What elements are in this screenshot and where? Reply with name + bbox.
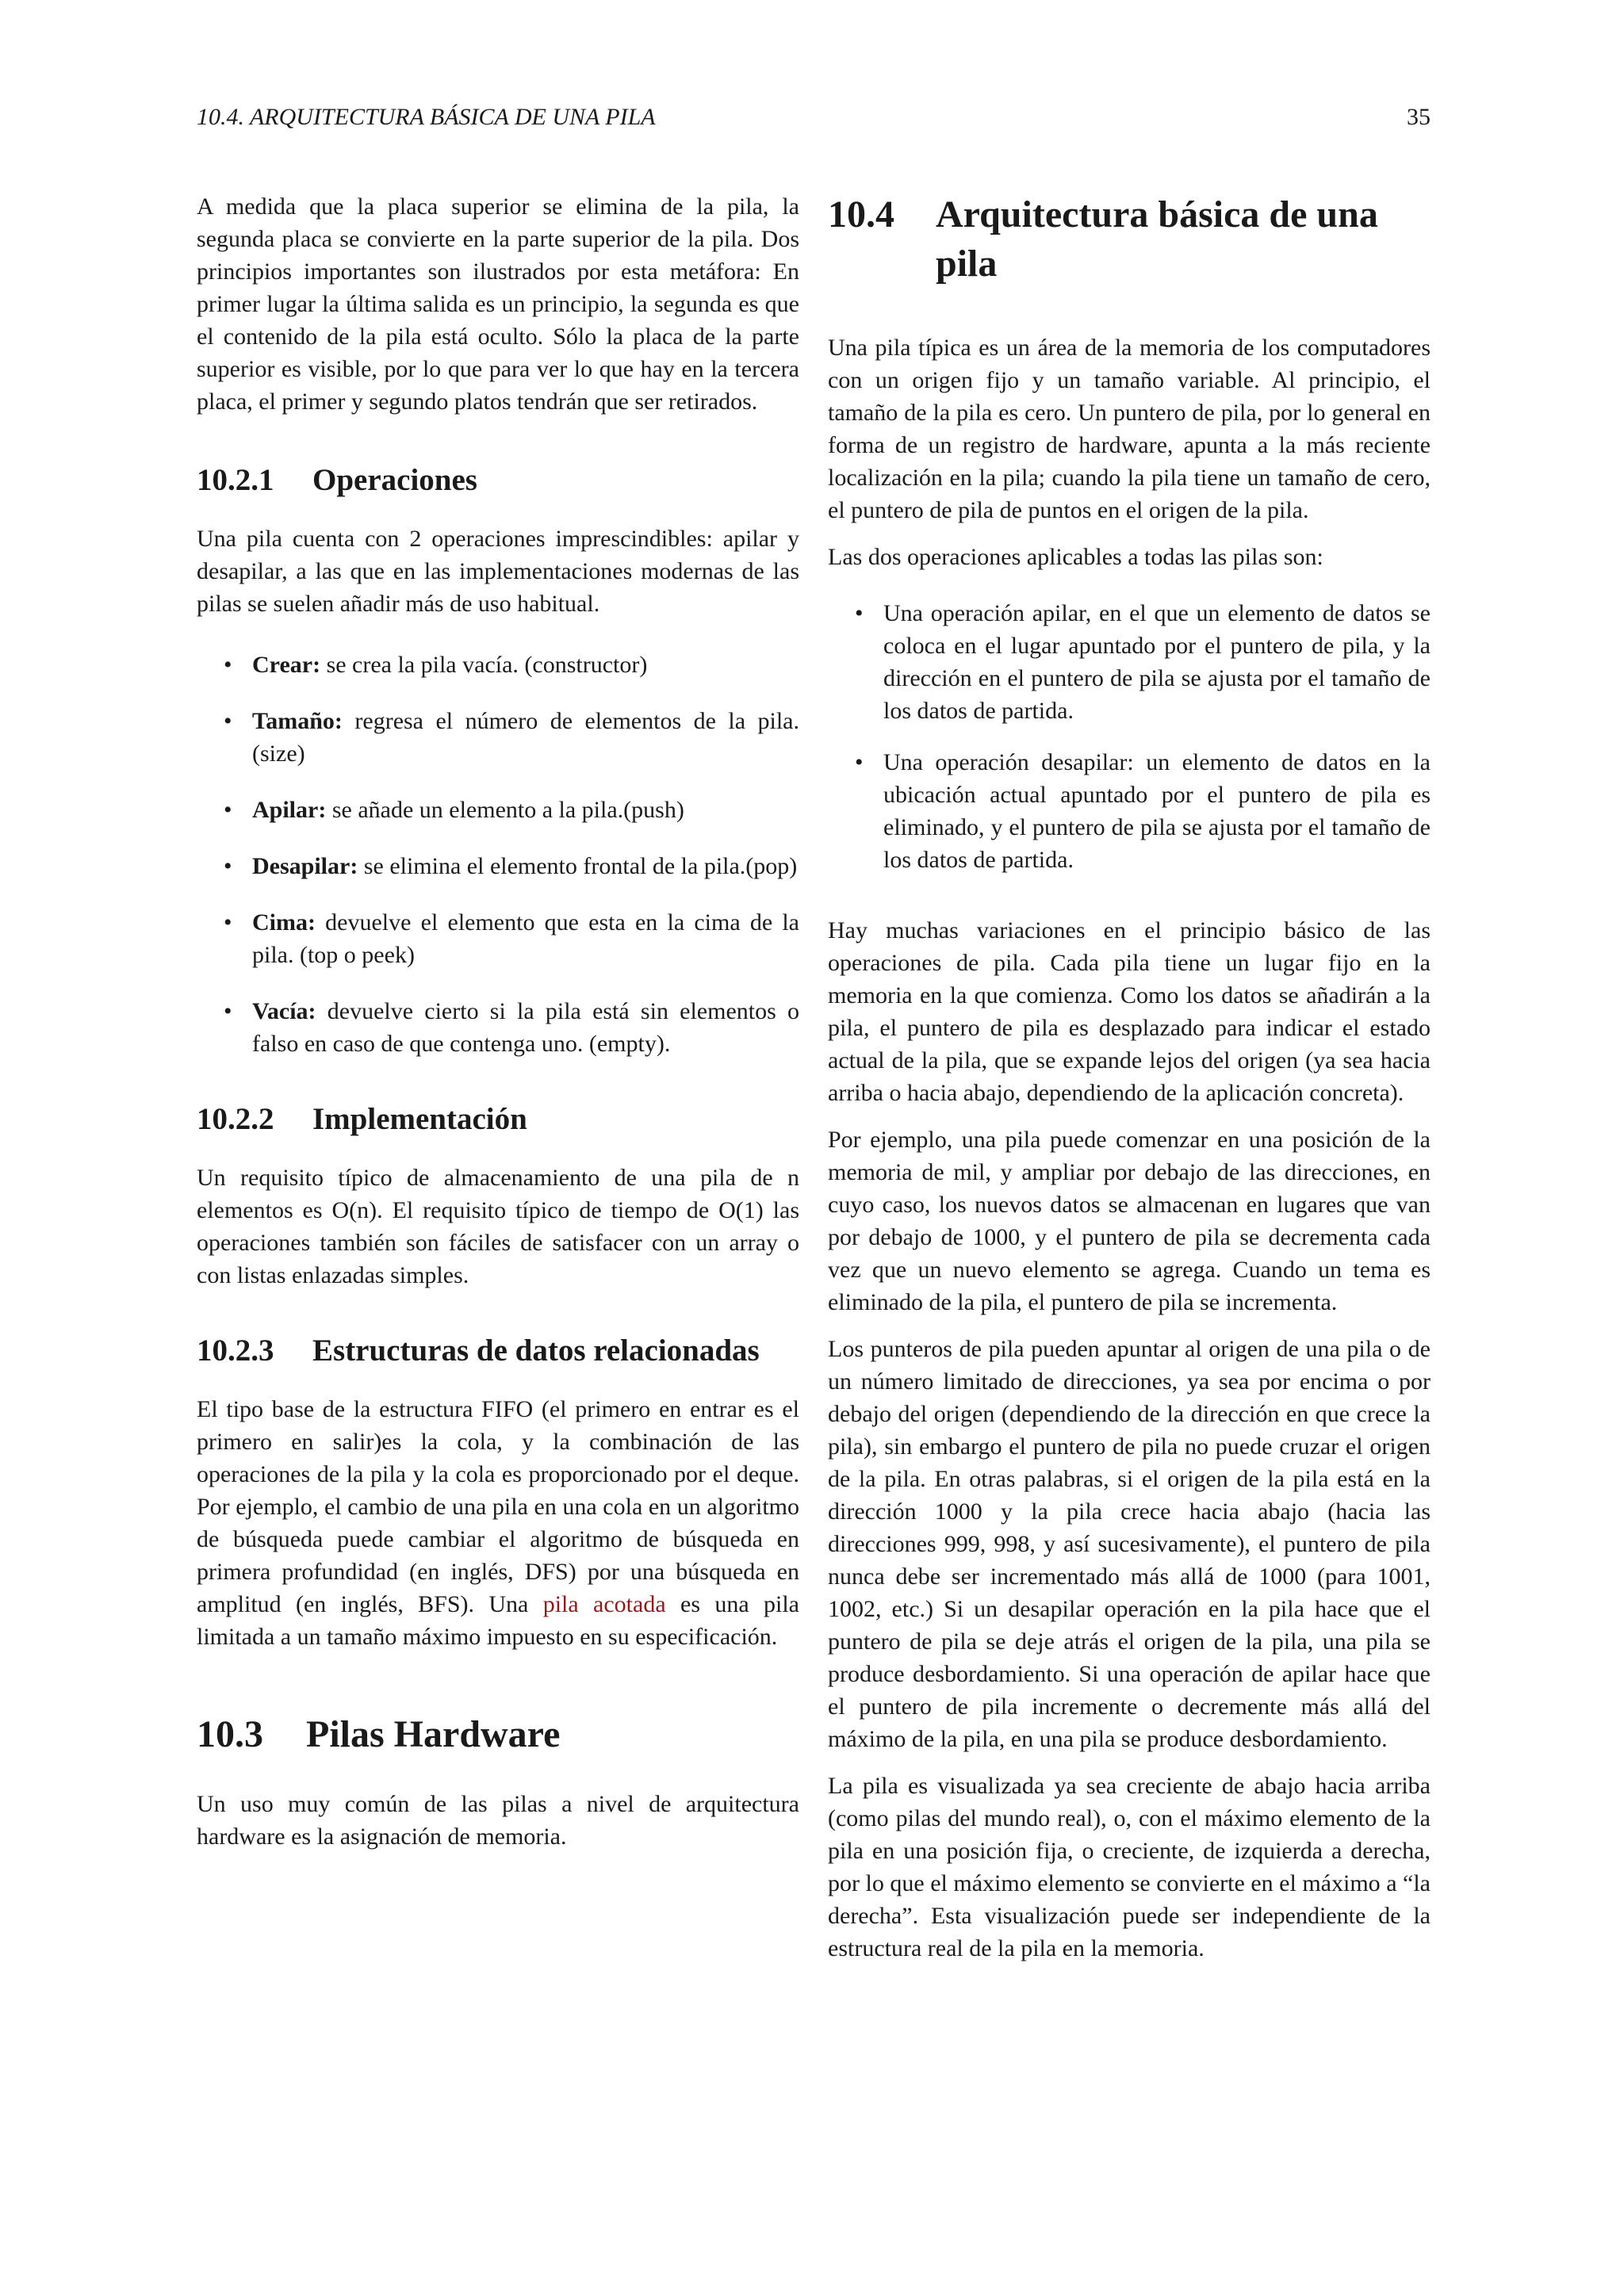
list-item-text: se elimina el elemento frontal de la pila.(pop): [358, 853, 798, 879]
list-item-term: Crear:: [252, 652, 321, 678]
heading-pilas-hardware: [197, 1710, 799, 1759]
list-item-text: devuelve el elemento que esta en la cima de la pila. (top o peek): [252, 909, 799, 968]
operaciones-list: [197, 649, 799, 1060]
list-item-tamano: [197, 705, 799, 770]
arquitectura-paragraph-3: Hay muchas variaciones en el principio básico de las operaciones de pila. Cada pila tiene un lugar fijo en la memoria en la que comienza. Como los datos se añadirán a la pila, el puntero de pila es desplazado para indicar el estado actual de la pila, que se expande lejos del origen (ya sea hacia arriba o hacia abajo, dependiendo de la aplicación concreta).: [828, 917, 1431, 1106]
list-item-text: se crea la pila vacía. (constructor): [320, 652, 648, 678]
section-number: 10.2.2: [197, 1102, 274, 1136]
section-number: 10.2.1: [197, 463, 274, 497]
heading-estructuras: [197, 1333, 799, 1369]
pila-acotada-link[interactable]: pila acotada: [542, 1591, 666, 1617]
arquitectura-paragraph-5: Los punteros de pila pueden apuntar al origen de una pila o de un número limitado de direcciones, ya sea por encima o por debajo del origen (dependiendo de la dirección en que crece la pila), sin embargo el puntero de pila no puede cruzar el origen de la pila. En otras palabras, si el origen de la pila está en la dirección 1000 y la pila crece hacia abajo (hacia las direcciones 999, 998, y así sucesivamente), el puntero de pila nunca debe ser incrementado más allá de 1000 (para 1001, 1002, etc.) Si un desapilar operación en la pila hace que el puntero de pila se deje atrás el origen de la pila, una pila se produce desbordamiento. Si una operación de apilar hace que el puntero de pila incremente o decremente más allá del máximo de la pila, en una pila se produce desbordamiento.: [828, 1336, 1431, 1752]
arquitectura-paragraph-1: Una pila típica es un área de la memoria de los computadores con un origen fijo y un tamaño variable. Al principio, el tamaño de la pila es cero. Un puntero de pila, por lo general en forma de un registro de hardware, apunta a la más reciente localización en la pila; cuando la pila tiene un tamaño de cero, el puntero de pila de puntos en el origen de la pila.: [828, 335, 1431, 523]
list-item-apilar: [197, 794, 799, 826]
section-title: Arquitectura básica de una pila: [936, 193, 1378, 285]
list-item-term: Cima:: [252, 909, 316, 936]
intro-paragraph: A medida que la placa superior se elimina de la pila, la segunda placa se convierte en la parte superior de la pila. Dos principios importantes son ilustrados por esta metáfora: En primer lugar la última salida es un principio, la segunda es que el contenido de la pila está oculto. Sólo la placa de la parte superior es visible, por lo que para ver lo que hay en la tercera placa, el primer y segundo platos tendrán que ser retirados.: [197, 193, 799, 415]
section-number: 10.3: [197, 1713, 263, 1755]
left-column: [197, 190, 799, 1867]
arquitectura-paragraph-4: Por ejemplo, una pila puede comenzar en una posición de la memoria de mil, y ampliar por debajo de las direcciones, en cuyo caso, los nuevos datos se almacenan en lugares que van por debajo de 1000, y el puntero de pila se decrementa cada vez que un nuevo elemento se agrega. Cuando un tema es eliminado de la pila, el puntero de pila se incrementa.: [828, 1127, 1431, 1315]
heading-arquitectura: [828, 190, 1431, 289]
section-title: Implementación: [312, 1102, 527, 1136]
estructuras-text-before: El tipo base de la estructura FIFO (el primero en entrar es el primero en salir)es la cola, y la combinación de las operaciones de la pila y la cola es proporcionado por el deque. Por ejemplo, el cambio de una pila en una cola en un algoritmo de búsqueda puede cambiar el algoritmo de búsqueda en primera profundidad (en inglés, DFS) por una búsqueda en amplitud (en inglés, BFS). Una: [197, 1396, 799, 1617]
list-item-term: Apilar:: [252, 797, 327, 823]
list-item-cima: [197, 906, 799, 971]
heading-implementacion: [197, 1101, 799, 1138]
estructuras-text-after: es una pila limitada a un tamaño máximo impuesto en su especificación.: [197, 1591, 799, 1650]
pilas-hardware-paragraph: Un uso muy común de las pilas a nivel de arquitectura hardware es la asignación de memoria.: [197, 1791, 799, 1850]
implementacion-paragraph: Un requisito típico de almacenamiento de una pila de n elementos es O(n). El requisito típico de tiempo de O(1) las operaciones también son fáciles de satisfacer con un array o con listas enlazadas simples.: [197, 1165, 799, 1288]
list-item-term: Vacía:: [252, 998, 316, 1024]
pila-operations-list: [828, 597, 1431, 876]
arquitectura-paragraph-6: La pila es visualizada ya sea creciente de abajo hacia arriba (como pilas del mundo real), o, con el máximo elemento de la pila en una posición fija, o creciente, de izquierda a derecha, por lo que el máximo elemento se convierte en el máximo a “la derecha”. Esta visualización puede ser independiente de la estructura real de la pila en la memoria.: [828, 1773, 1431, 1961]
list-item-apilar-op: • Una operación apilar, en el que un elemento de datos se coloca en el lugar apuntado por el puntero de pila, y la dirección en el puntero de pila se ajusta por el tamaño de los datos de partida.: [828, 597, 1431, 727]
list-item-text: regresa el número de elementos de la pila. (size): [252, 708, 799, 767]
list-item-term: Tamaño:: [252, 708, 343, 734]
list-item-vacia: [197, 995, 799, 1060]
list-item-text: se añade un elemento a la pila.(push): [326, 797, 684, 823]
section-title: Pilas Hardware: [306, 1713, 561, 1755]
section-title: Operaciones: [312, 463, 477, 497]
running-head: [197, 101, 1431, 133]
section-number: 10.2.3: [197, 1334, 274, 1368]
list-item-term: Desapilar:: [252, 853, 358, 879]
estructuras-paragraph: [197, 1393, 799, 1653]
list-item-desapilar-op: • Una operación desapilar: un elemento de datos en la ubicación actual apuntado por el puntero de pila es eliminado, y el puntero de pila se ajusta por el tamaño de los datos de partida.: [828, 746, 1431, 876]
list-item-desapilar: [197, 850, 799, 882]
section-title: Estructuras de datos relacionadas: [312, 1334, 760, 1368]
list-item-crear: [197, 649, 799, 681]
running-head-title: 10.4. ARQUITECTURA BÁSICA DE UNA PILA: [197, 104, 656, 130]
heading-operaciones: [197, 462, 799, 499]
section-number: 10.4: [828, 193, 894, 235]
arquitectura-paragraph-2: Las dos operaciones aplicables a todas las pilas son:: [828, 544, 1323, 570]
operaciones-paragraph: Una pila cuenta con 2 operaciones imprescindibles: apilar y desapilar, a las que en las implementaciones modernas de las pilas se suelen añadir más de uso habitual.: [197, 526, 799, 617]
page-number: 35: [1407, 104, 1431, 130]
right-column: [828, 190, 1431, 1979]
list-item-text: devuelve cierto si la pila está sin elementos o falso en caso de que contenga uno. (empty).: [252, 998, 799, 1057]
